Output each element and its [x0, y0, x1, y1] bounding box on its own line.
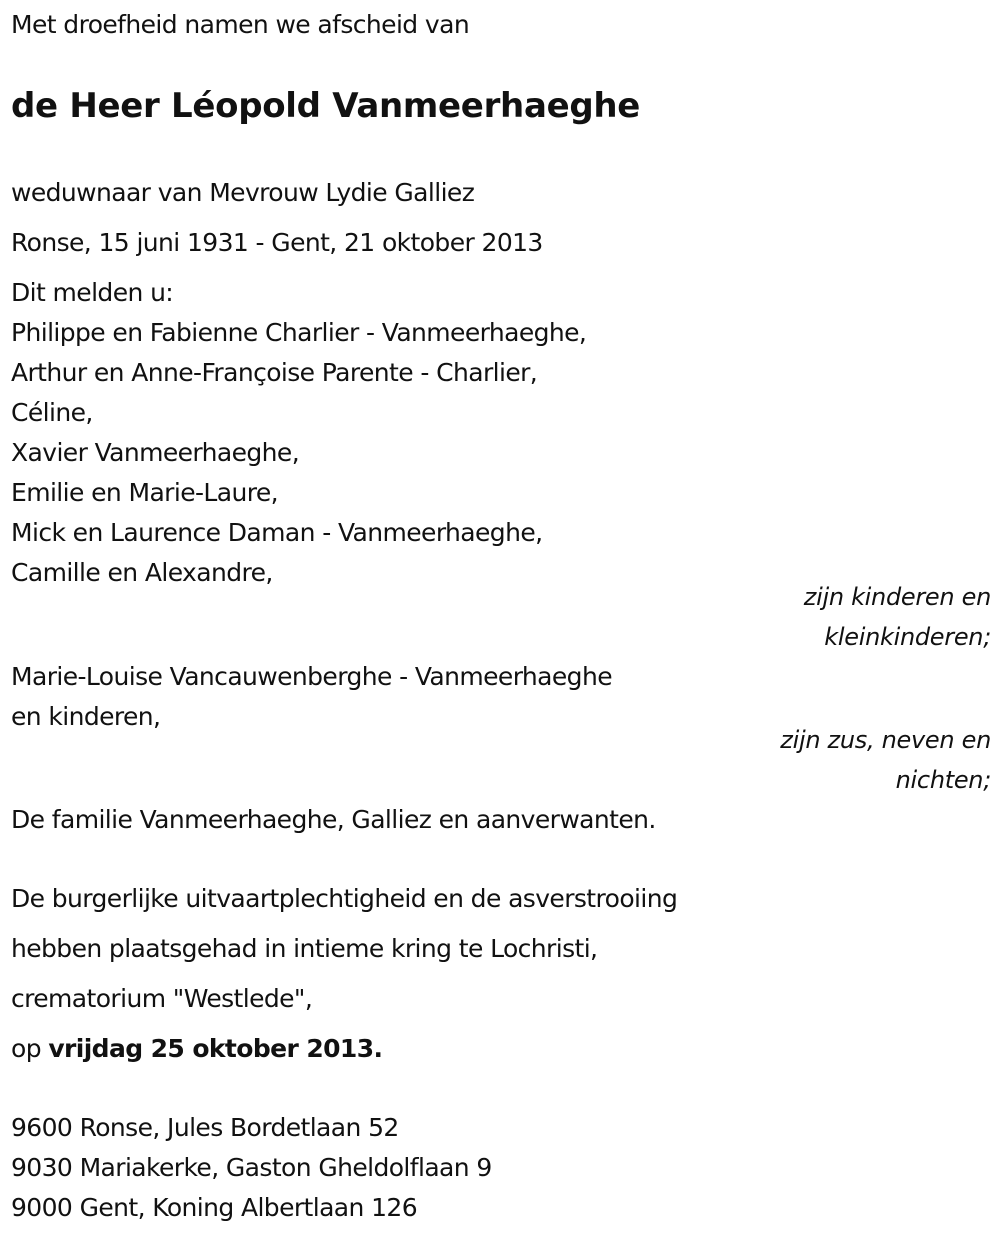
family-text: De familie Vanmeerhaeghe, Galliez en aanverwanten. — [11, 805, 656, 834]
spouse-text: weduwnaar van Mevrouw Lydie Galliez — [11, 178, 475, 207]
intro-text: Met droefheid namen we afscheid van — [11, 10, 470, 39]
child-entry: Emilie en Marie-Laure, — [11, 478, 278, 507]
child-entry: Mick en Laurence Daman - Vanmeerhaeghe, — [11, 518, 543, 547]
ceremony-text: hebben plaatsgehad in intieme kring te Lochristi, — [11, 934, 598, 963]
address-line: 9030 Mariakerke, Gaston Gheldolflaan 9 — [11, 1153, 492, 1182]
sister-relation: zijn zus, neven en — [780, 726, 991, 754]
child-entry: Arthur en Anne-Françoise Parente - Charlier, — [11, 358, 538, 387]
ceremony-date: vrijdag 25 oktober 2013. — [48, 1034, 383, 1063]
sister-entry: en kinderen, — [11, 702, 161, 731]
children-relation: kleinkinderen; — [824, 623, 991, 651]
child-entry: Philippe en Fabienne Charlier - Vanmeerhaeghe, — [11, 318, 587, 347]
ceremony-date-line — [11, 1034, 382, 1064]
sister-entry: Marie-Louise Vancauwenberghe - Vanmeerhaeghe — [11, 662, 612, 691]
address-line: 9000 Gent, Koning Albertlaan 126 — [11, 1193, 418, 1222]
ceremony-text: crematorium "Westlede", — [11, 984, 313, 1013]
deceased-name: de Heer Léopold Vanmeerhaeghe — [11, 86, 641, 126]
ceremony-date-prefix: op — [11, 1034, 49, 1063]
child-entry: Camille en Alexandre, — [11, 558, 273, 587]
child-entry: Céline, — [11, 398, 93, 427]
announcers-intro: Dit melden u: — [11, 278, 174, 307]
address-line: 9600 Ronse, Jules Bordetlaan 52 — [11, 1113, 399, 1142]
ceremony-text: De burgerlijke uitvaartplechtigheid en de asverstrooiing — [11, 884, 678, 913]
children-relation: zijn kinderen en — [803, 583, 991, 611]
child-entry: Xavier Vanmeerhaeghe, — [11, 438, 300, 467]
sister-relation: nichten; — [895, 766, 991, 794]
life-dates: Ronse, 15 juni 1931 - Gent, 21 oktober 2013 — [11, 228, 543, 257]
